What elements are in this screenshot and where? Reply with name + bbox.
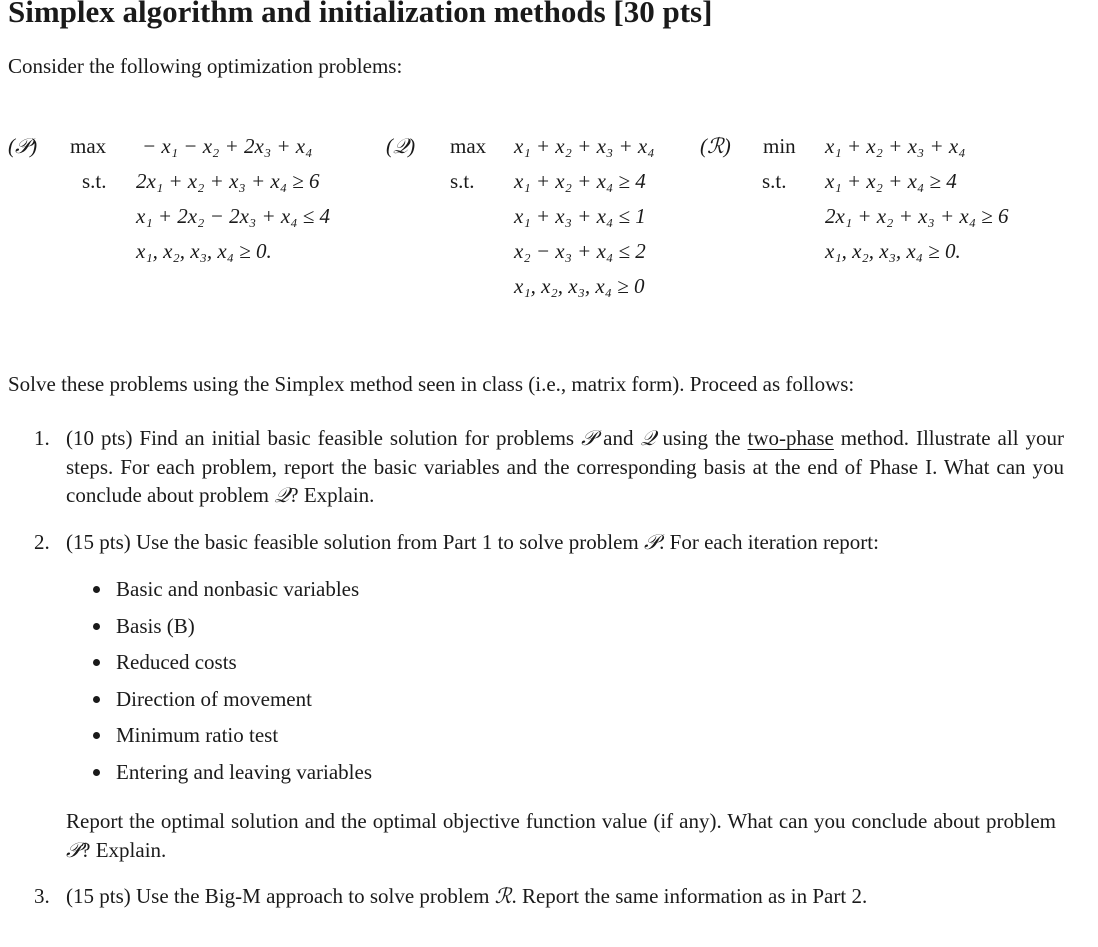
part-3-number: 3. bbox=[34, 884, 50, 908]
problem-p-nonnegativity: x₁, x₂, x₃, x₄ ≥ 0. bbox=[136, 239, 272, 263]
problem-p-objective: − x₁ − x₂ + 2x₃ + x₄ bbox=[142, 134, 313, 158]
problem-r-objective: x₁ + x₂ + x₃ + x₄ bbox=[825, 134, 966, 158]
list-item: Direction of movement bbox=[90, 687, 372, 724]
problem-r-st: s.t. bbox=[762, 169, 787, 193]
problem-p-sense: max bbox=[70, 134, 107, 158]
problem-r-label: (ℛ) bbox=[700, 134, 731, 158]
problem-q-sense: max bbox=[450, 134, 487, 158]
problem-q-constraint-3: x₂ − x₃ + x₄ ≤ 2 bbox=[514, 239, 646, 263]
problem-q-nonnegativity: x₁, x₂, x₃, x₄ ≥ 0 bbox=[514, 274, 645, 298]
solve-instruction: Solve these problems using the Simplex method seen in class (i.e., matrix form). Proceed as follows: bbox=[8, 372, 855, 396]
problem-q-objective: x₁ + x₂ + x₃ + x₄ bbox=[514, 134, 655, 158]
list-item: Entering and leaving variables bbox=[90, 760, 372, 797]
page-title: Simplex algorithm and initialization methods [30 pts] bbox=[8, 0, 713, 29]
iteration-report-list bbox=[90, 577, 372, 797]
list-item: Minimum ratio test bbox=[90, 723, 372, 760]
problem-r-constraint-1: x₁ + x₂ + x₄ ≥ 4 bbox=[825, 169, 957, 193]
part-2-number: 2. bbox=[34, 530, 50, 554]
problem-p-st: s.t. bbox=[82, 169, 107, 193]
report-paragraph: Report the optimal solution and the optimal objective function value (if any). What can you conclude about problem 𝒫? Explain. bbox=[66, 809, 1056, 862]
problem-p-constraint-2: x₁ + 2x₂ − 2x₃ + x₄ ≤ 4 bbox=[136, 204, 331, 228]
part-1-number: 1. bbox=[34, 426, 50, 450]
part-3: 3. (15 pts) Use the Big-M approach to solve problem ℛ. Report the same information as in Part 2. bbox=[34, 882, 1064, 911]
part-2: 2. (15 pts) Use the basic feasible solution from Part 1 to solve problem 𝒫. For each iteration report: bbox=[34, 528, 1064, 557]
problem-r-nonnegativity: x₁, x₂, x₃, x₄ ≥ 0. bbox=[825, 239, 961, 263]
problem-q-constraint-1: x₁ + x₂ + x₄ ≥ 4 bbox=[514, 169, 646, 193]
problem-q-constraint-2: x₁ + x₃ + x₄ ≤ 1 bbox=[514, 204, 646, 228]
problem-q-label: (𝒬) bbox=[386, 134, 416, 158]
two-phase-term: two-phase bbox=[747, 426, 834, 450]
problem-p-constraint-1: 2x₁ + x₂ + x₃ + x₄ ≥ 6 bbox=[136, 169, 320, 193]
problem-q-st: s.t. bbox=[450, 169, 475, 193]
intro-text: Consider the following optimization problems: bbox=[8, 54, 403, 78]
list-item: Basis (B) bbox=[90, 614, 372, 651]
problem-p-label: (𝒫) bbox=[8, 134, 38, 158]
list-item: Basic and nonbasic variables bbox=[90, 577, 372, 614]
part-1: 1. (10 pts) Find an initial basic feasible solution for problems 𝒫 and 𝒬 using the two-phase method. Illustrate all your steps. For each problem, report the basic variables and the corresponding basis at the end of Phase I. What can you conclude about problem 𝒬? Explain. bbox=[34, 426, 1064, 507]
problem-r-sense: min bbox=[763, 134, 796, 158]
problem-r-constraint-2: 2x₁ + x₂ + x₃ + x₄ ≥ 6 bbox=[825, 204, 1009, 228]
list-item: Reduced costs bbox=[90, 650, 372, 687]
